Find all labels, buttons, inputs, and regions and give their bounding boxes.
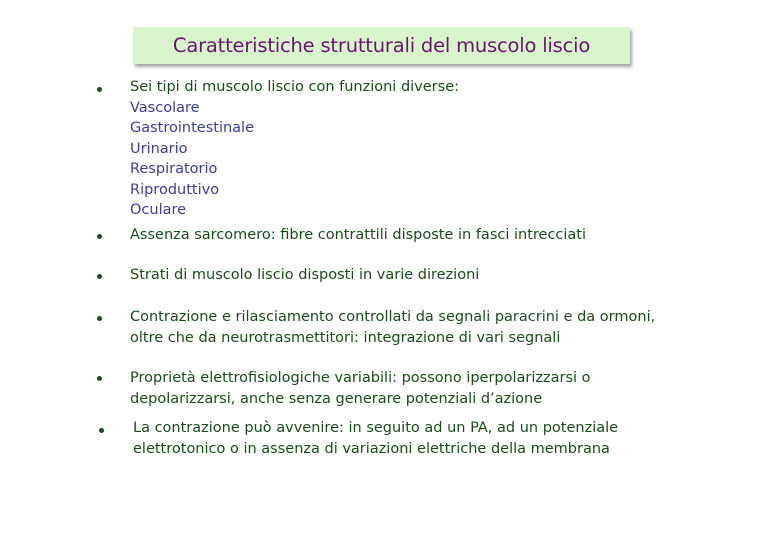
bullet-item-strati	[130, 265, 690, 286]
bullet-text-line1: Contrazione e rilasciamento controllati da segnali paracrini e da ormoni,	[130, 309, 656, 325]
bullet-text: Strati di muscolo liscio disposti in varie direzioni	[130, 267, 480, 283]
bullet-dot	[97, 234, 102, 239]
bullet-item-contrazione-pa	[133, 418, 688, 459]
bullet-item-proprieta	[130, 368, 685, 409]
subitem-vascolare: Vascolare	[130, 99, 200, 116]
bullet-dot	[97, 376, 102, 381]
bullet-item-sarcomero	[130, 225, 690, 246]
bullet-dot	[99, 428, 104, 433]
slide-title-box	[133, 27, 630, 64]
bullet-text: Assenza sarcomero: fibre contrattili disposte in fasci intrecciati	[130, 227, 587, 243]
subitem-urinario: Urinario	[130, 140, 188, 157]
subitem-gastrointestinale: Gastrointestinale	[130, 120, 254, 136]
bullet-text-line2: elettrotonico o in assenza di variazioni elettriche della membrana	[133, 440, 610, 457]
bullet-dot	[97, 316, 102, 321]
bullet-text-line2: depolarizzarsi, anche senza generare potenziali d’azione	[130, 390, 543, 407]
bullet-dot	[97, 87, 102, 92]
bullet-dot	[97, 274, 102, 279]
bullet-text: Sei tipi di muscolo liscio con funzioni diverse:	[130, 79, 459, 95]
subitem-respiratorio: Respiratorio	[130, 161, 218, 177]
bullet-item-contrazione	[130, 307, 690, 348]
subitem-riproduttivo: Riproduttivo	[130, 181, 220, 198]
bullet-text-line1: Proprietà elettrofisiologiche variabili: possono iperpolarizzarsi o	[130, 370, 591, 386]
subitem-oculare: Oculare	[130, 202, 187, 218]
bullet-item-muscle-types	[130, 77, 690, 221]
slide-title: Caratteristiche strutturali del muscolo liscio	[172, 34, 591, 57]
bullet-text-line1: La contrazione può avvenire: in seguito ad un PA, ad un potenziale	[133, 420, 619, 436]
bullet-text-line2: oltre che da neurotrasmettitori: integrazione di vari segnali	[130, 329, 561, 346]
